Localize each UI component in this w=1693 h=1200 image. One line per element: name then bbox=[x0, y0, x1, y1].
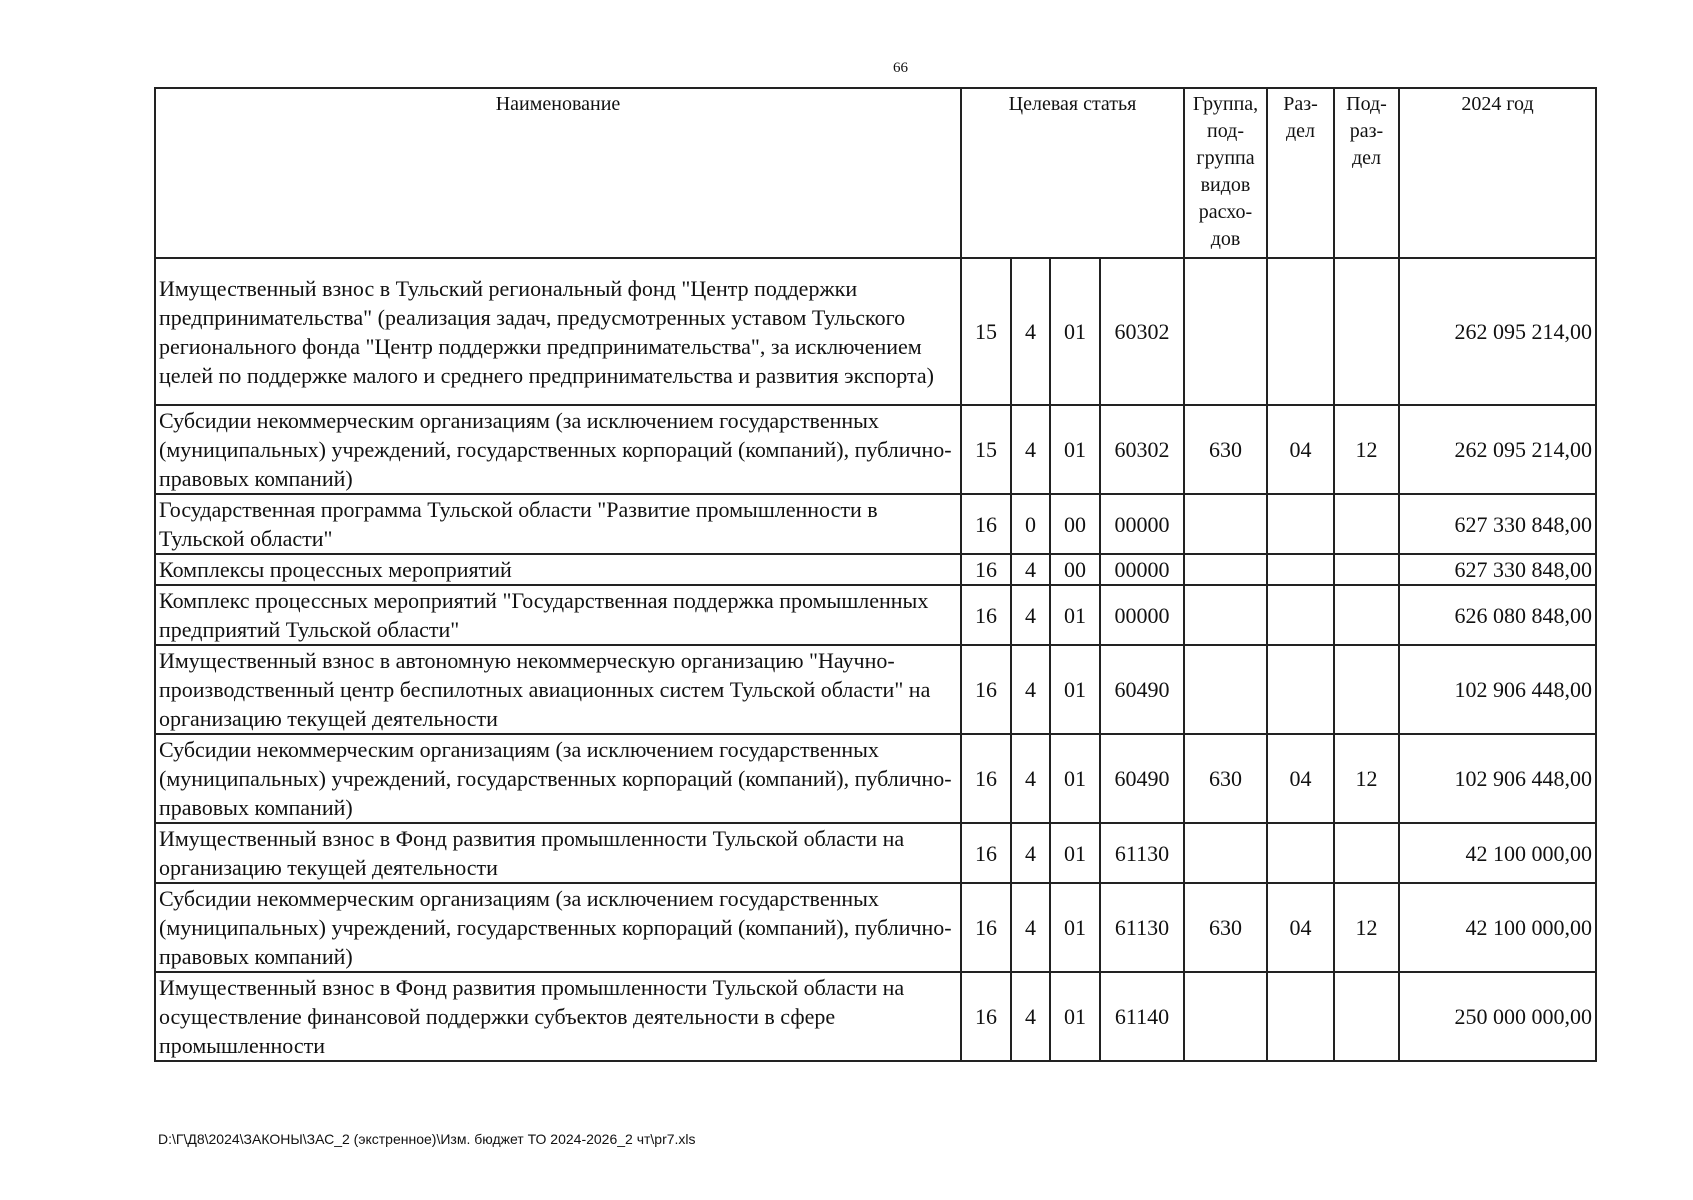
row-name: Субсидии некоммерческим организациям (за исключением государственных (муниципальных) учреждений, государственных корпораций (компаний), публично-правовых компаний) bbox=[155, 405, 961, 494]
target-code-2: 4 bbox=[1011, 258, 1050, 405]
target-code-3: 01 bbox=[1050, 823, 1100, 883]
row-name: Комплекс процессных мероприятий "Государственная поддержка промышленных предприятий Тульской области" bbox=[155, 585, 961, 645]
header-row bbox=[155, 88, 1596, 258]
group-code: 630 bbox=[1184, 883, 1267, 972]
group-code bbox=[1184, 494, 1267, 554]
group-code bbox=[1184, 585, 1267, 645]
table-row bbox=[155, 972, 1596, 1061]
target-code-4: 61130 bbox=[1100, 883, 1184, 972]
row-name: Комплексы процессных мероприятий bbox=[155, 554, 961, 585]
target-code-3: 01 bbox=[1050, 734, 1100, 823]
target-code-4: 00000 bbox=[1100, 585, 1184, 645]
target-code-1: 16 bbox=[961, 972, 1011, 1061]
section-code bbox=[1267, 554, 1334, 585]
row-name: Государственная программа Тульской области "Развитие промышленности в Тульской области" bbox=[155, 494, 961, 554]
target-code-1: 15 bbox=[961, 258, 1011, 405]
amount-2024: 262 095 214,00 bbox=[1399, 405, 1596, 494]
table-row bbox=[155, 258, 1596, 405]
header-name: Наименование bbox=[155, 88, 961, 258]
target-code-2: 4 bbox=[1011, 734, 1050, 823]
subsection-code bbox=[1334, 585, 1399, 645]
target-code-3: 01 bbox=[1050, 972, 1100, 1061]
target-code-1: 16 bbox=[961, 494, 1011, 554]
amount-2024: 627 330 848,00 bbox=[1399, 494, 1596, 554]
row-name: Имущественный взнос в Фонд развития промышленности Тульской области на организацию текущей деятельности bbox=[155, 823, 961, 883]
target-code-3: 01 bbox=[1050, 585, 1100, 645]
target-code-3: 00 bbox=[1050, 494, 1100, 554]
target-code-2: 4 bbox=[1011, 585, 1050, 645]
header-subsection: Под- раз- дел bbox=[1334, 88, 1399, 258]
section-code bbox=[1267, 494, 1334, 554]
subsection-code: 12 bbox=[1334, 734, 1399, 823]
target-code-2: 4 bbox=[1011, 972, 1050, 1061]
budget-table bbox=[154, 87, 1597, 1062]
header-target: Целевая статья bbox=[961, 88, 1184, 258]
table-row bbox=[155, 645, 1596, 734]
subsection-code bbox=[1334, 823, 1399, 883]
page-number: 66 bbox=[893, 60, 908, 76]
target-code-4: 60490 bbox=[1100, 734, 1184, 823]
target-code-4: 61140 bbox=[1100, 972, 1184, 1061]
section-code: 04 bbox=[1267, 883, 1334, 972]
amount-2024: 627 330 848,00 bbox=[1399, 554, 1596, 585]
header-section: Раз- дел bbox=[1267, 88, 1334, 258]
row-name: Субсидии некоммерческим организациям (за исключением государственных (муниципальных) учреждений, государственных корпораций (компаний), публично-правовых компаний) bbox=[155, 734, 961, 823]
subsection-code: 12 bbox=[1334, 883, 1399, 972]
target-code-4: 60302 bbox=[1100, 405, 1184, 494]
section-code bbox=[1267, 972, 1334, 1061]
row-name: Имущественный взнос в Тульский региональный фонд "Центр поддержки предпринимательства" (реализация задач, предусмотренных уставом Тульского регионального фонда "Центр поддержки предпринимательства", за исключением целей по поддержке малого и среднего предпринимательства и развития экспорта) bbox=[155, 258, 961, 405]
subsection-code bbox=[1334, 554, 1399, 585]
table-row bbox=[155, 405, 1596, 494]
group-code bbox=[1184, 645, 1267, 734]
subsection-code bbox=[1334, 972, 1399, 1061]
target-code-2: 4 bbox=[1011, 405, 1050, 494]
table-row bbox=[155, 883, 1596, 972]
header-year: 2024 год bbox=[1399, 88, 1596, 258]
target-code-1: 16 bbox=[961, 823, 1011, 883]
row-name: Имущественный взнос в автономную некоммерческую организацию "Научно-производственный центр беспилотных авиационных систем Тульской области" на организацию текущей деятельности bbox=[155, 645, 961, 734]
target-code-3: 01 bbox=[1050, 645, 1100, 734]
target-code-4: 61130 bbox=[1100, 823, 1184, 883]
header-group: Группа, под- группа видов расхо- дов bbox=[1184, 88, 1267, 258]
target-code-2: 4 bbox=[1011, 823, 1050, 883]
section-code bbox=[1267, 258, 1334, 405]
target-code-2: 4 bbox=[1011, 883, 1050, 972]
subsection-code: 12 bbox=[1334, 405, 1399, 494]
amount-2024: 42 100 000,00 bbox=[1399, 883, 1596, 972]
row-name: Имущественный взнос в Фонд развития промышленности Тульской области на осуществление финансовой поддержки субъектов деятельности в сфере промышленности bbox=[155, 972, 961, 1061]
section-code: 04 bbox=[1267, 734, 1334, 823]
target-code-1: 16 bbox=[961, 554, 1011, 585]
section-code: 04 bbox=[1267, 405, 1334, 494]
subsection-code bbox=[1334, 258, 1399, 405]
target-code-4: 00000 bbox=[1100, 494, 1184, 554]
table-row bbox=[155, 585, 1596, 645]
target-code-1: 15 bbox=[961, 405, 1011, 494]
group-code bbox=[1184, 823, 1267, 883]
group-code bbox=[1184, 554, 1267, 585]
target-code-3: 00 bbox=[1050, 554, 1100, 585]
amount-2024: 250 000 000,00 bbox=[1399, 972, 1596, 1061]
table-row bbox=[155, 494, 1596, 554]
target-code-2: 0 bbox=[1011, 494, 1050, 554]
table-row bbox=[155, 554, 1596, 585]
target-code-3: 01 bbox=[1050, 258, 1100, 405]
target-code-2: 4 bbox=[1011, 645, 1050, 734]
table-row bbox=[155, 823, 1596, 883]
amount-2024: 262 095 214,00 bbox=[1399, 258, 1596, 405]
group-code: 630 bbox=[1184, 734, 1267, 823]
group-code bbox=[1184, 258, 1267, 405]
target-code-1: 16 bbox=[961, 585, 1011, 645]
target-code-1: 16 bbox=[961, 645, 1011, 734]
target-code-3: 01 bbox=[1050, 405, 1100, 494]
group-code: 630 bbox=[1184, 405, 1267, 494]
target-code-2: 4 bbox=[1011, 554, 1050, 585]
target-code-4: 00000 bbox=[1100, 554, 1184, 585]
table-row bbox=[155, 734, 1596, 823]
subsection-code bbox=[1334, 645, 1399, 734]
amount-2024: 626 080 848,00 bbox=[1399, 585, 1596, 645]
target-code-4: 60490 bbox=[1100, 645, 1184, 734]
subsection-code bbox=[1334, 494, 1399, 554]
amount-2024: 102 906 448,00 bbox=[1399, 734, 1596, 823]
target-code-4: 60302 bbox=[1100, 258, 1184, 405]
target-code-1: 16 bbox=[961, 883, 1011, 972]
group-code bbox=[1184, 972, 1267, 1061]
amount-2024: 102 906 448,00 bbox=[1399, 645, 1596, 734]
file-path-footer: D:\Г\Д8\2024\ЗАКОНЫ\ЗАС_2 (экстренное)\Изм. бюджет ТО 2024-2026_2 чт\pr7.xls bbox=[158, 1131, 696, 1147]
section-code bbox=[1267, 585, 1334, 645]
row-name: Субсидии некоммерческим организациям (за исключением государственных (муниципальных) учреждений, государственных корпораций (компаний), публично-правовых компаний) bbox=[155, 883, 961, 972]
section-code bbox=[1267, 645, 1334, 734]
target-code-3: 01 bbox=[1050, 883, 1100, 972]
amount-2024: 42 100 000,00 bbox=[1399, 823, 1596, 883]
target-code-1: 16 bbox=[961, 734, 1011, 823]
section-code bbox=[1267, 823, 1334, 883]
